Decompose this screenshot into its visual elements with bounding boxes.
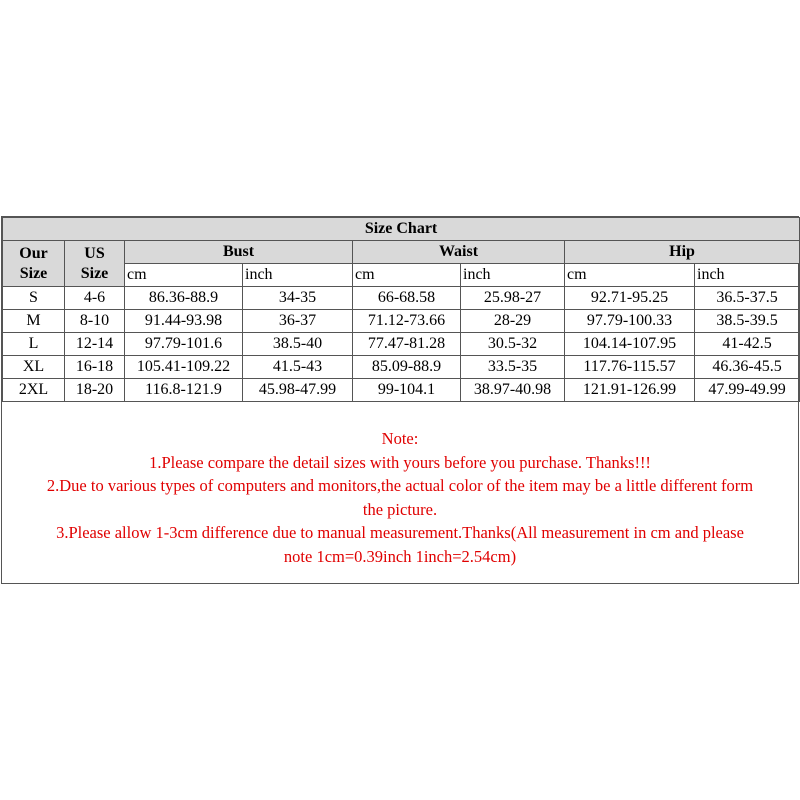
waist-header: Waist xyxy=(353,241,565,264)
bust-header: Bust xyxy=(125,241,353,264)
table-title: Size Chart xyxy=(3,218,800,241)
cell-hip-cm: 104.14-107.95 xyxy=(565,333,695,356)
notes-section xyxy=(2,427,798,568)
table-row xyxy=(3,356,800,379)
cell-waist-cm: 85.09-88.9 xyxy=(353,356,461,379)
unit-header-waist-inch: inch xyxy=(461,264,565,287)
cell-hip-cm: 121.91-126.99 xyxy=(565,379,695,402)
note-line-2a: 2.Due to various types of computers and monitors,the actual color of the item may be a little different form xyxy=(46,476,754,495)
hip-header: Hip xyxy=(565,241,800,264)
unit-header-bust-cm: cm xyxy=(125,264,243,287)
cell-us-size: 16-18 xyxy=(65,356,125,379)
our-size-header-line2: Size xyxy=(19,264,48,282)
cell-us-size: 18-20 xyxy=(65,379,125,402)
note-line-3b: note 1cm=0.39inch 1inch=2.54cm) xyxy=(283,546,517,566)
cell-bust-inch: 41.5-43 xyxy=(243,356,353,379)
notes-heading: Note: xyxy=(381,429,419,448)
cell-us-size: 4-6 xyxy=(65,287,125,310)
note-line-3a: 3.Please allow 1-3cm difference due to manual measurement.Thanks(All measurement in cm and please xyxy=(56,523,744,542)
cell-hip-cm: 97.79-100.33 xyxy=(565,310,695,333)
note-line-1: 1.Please compare the detail sizes with yours before you purchase. Thanks!!! xyxy=(149,452,651,472)
cell-hip-inch: 47.99-49.99 xyxy=(695,379,800,402)
note-line-2b: the picture. xyxy=(362,499,438,519)
cell-waist-inch: 38.97-40.98 xyxy=(461,379,565,402)
cell-bust-inch: 45.98-47.99 xyxy=(243,379,353,402)
our-size-header-line1: Our xyxy=(19,244,48,262)
cell-hip-cm: 117.76-115.57 xyxy=(565,356,695,379)
cell-bust-cm: 116.8-121.9 xyxy=(125,379,243,402)
cell-bust-inch: 38.5-40 xyxy=(243,333,353,356)
table-row xyxy=(3,287,800,310)
cell-bust-cm: 86.36-88.9 xyxy=(125,287,243,310)
cell-waist-cm: 99-104.1 xyxy=(353,379,461,402)
cell-our-size: M xyxy=(3,310,65,333)
cell-waist-inch: 30.5-32 xyxy=(461,333,565,356)
table-row xyxy=(3,333,800,356)
cell-hip-inch: 36.5-37.5 xyxy=(695,287,800,310)
our-size-header xyxy=(3,241,65,287)
cell-hip-cm: 92.71-95.25 xyxy=(565,287,695,310)
table-row xyxy=(3,310,800,333)
cell-us-size: 12-14 xyxy=(65,333,125,356)
cell-waist-inch: 28-29 xyxy=(461,310,565,333)
cell-bust-cm: 91.44-93.98 xyxy=(125,310,243,333)
unit-header-hip-inch: inch xyxy=(695,264,800,287)
us-size-header xyxy=(65,241,125,287)
cell-bust-cm: 105.41-109.22 xyxy=(125,356,243,379)
cell-waist-inch: 33.5-35 xyxy=(461,356,565,379)
cell-our-size: L xyxy=(3,333,65,356)
table-row xyxy=(3,379,800,402)
unit-header-bust-inch: inch xyxy=(243,264,353,287)
unit-header-waist-cm: cm xyxy=(353,264,461,287)
cell-our-size: S xyxy=(3,287,65,310)
unit-header-hip-cm: cm xyxy=(565,264,695,287)
cell-our-size: XL xyxy=(3,356,65,379)
cell-bust-cm: 97.79-101.6 xyxy=(125,333,243,356)
cell-bust-inch: 36-37 xyxy=(243,310,353,333)
us-size-header-line2: Size xyxy=(80,264,109,282)
cell-hip-inch: 41-42.5 xyxy=(695,333,800,356)
size-chart-sheet xyxy=(1,216,799,584)
cell-bust-inch: 34-35 xyxy=(243,287,353,310)
cell-hip-inch: 38.5-39.5 xyxy=(695,310,800,333)
cell-our-size: 2XL xyxy=(3,379,65,402)
cell-waist-cm: 77.47-81.28 xyxy=(353,333,461,356)
cell-waist-cm: 66-68.58 xyxy=(353,287,461,310)
cell-waist-cm: 71.12-73.66 xyxy=(353,310,461,333)
size-chart-table xyxy=(2,217,800,402)
cell-hip-inch: 46.36-45.5 xyxy=(695,356,800,379)
cell-waist-inch: 25.98-27 xyxy=(461,287,565,310)
cell-us-size: 8-10 xyxy=(65,310,125,333)
us-size-header-line1: US xyxy=(84,244,105,262)
